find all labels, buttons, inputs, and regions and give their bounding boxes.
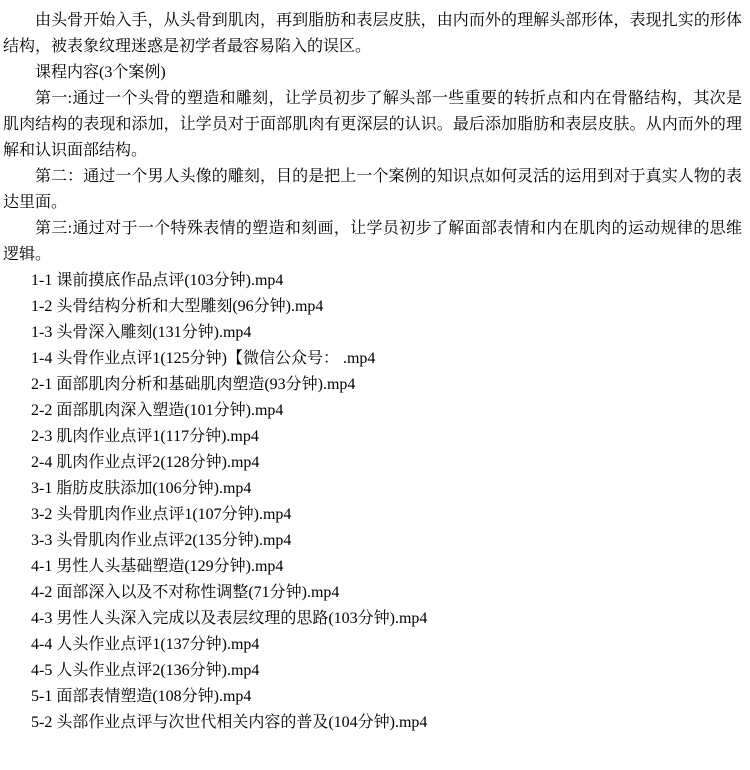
video-file-item: 4-4 人头作业点评1(137分钟).mp4 (31, 636, 260, 653)
case-2-paragraph: 第二：通过一个男人头像的雕刻，目的是把上一个案例的知识点如何灵活的运用到对于真实人物的表达里面。 (3, 168, 742, 211)
video-file-item: 2-1 面部肌肉分析和基础肌肉塑造(93分钟).mp4 (31, 376, 356, 393)
video-file-list (3, 268, 742, 736)
video-file-item: 4-2 面部深入以及不对称性调整(71分钟).mp4 (31, 584, 340, 601)
video-file-item: 2-2 面部肌肉深入塑造(101分钟).mp4 (31, 402, 284, 419)
video-file-item: 2-4 肌肉作业点评2(128分钟).mp4 (31, 454, 260, 471)
video-file-item: 1-1 课前摸底作品点评(103分钟).mp4 (31, 272, 284, 289)
video-file-item: 5-2 头部作业点评与次世代相关内容的普及(104分钟).mp4 (31, 714, 428, 731)
video-file-item: 3-2 头骨肌肉作业点评1(107分钟).mp4 (31, 506, 292, 523)
intro-paragraph: 由头骨开始入手，从头骨到肌肉，再到脂肪和表层皮肤，由内而外的理解头部形体，表现扎实的形体结构，被表象纹理迷惑是初学者最容易陷入的误区。 (3, 12, 742, 55)
video-file-item: 5-1 面部表情塑造(108分钟).mp4 (31, 688, 252, 705)
video-file-item: 2-3 肌肉作业点评1(117分钟).mp4 (31, 428, 259, 445)
video-file-item: 4-5 人头作业点评2(136分钟).mp4 (31, 662, 260, 679)
video-file-item: 1-3 头骨深入雕刻(131分钟).mp4 (31, 324, 252, 341)
course-content-heading: 课程内容(3个案例) (35, 64, 166, 81)
video-file-item: 4-3 男性人头深入完成以及表层纹理的思路(103分钟).mp4 (31, 610, 428, 627)
video-file-item: 3-3 头骨肌肉作业点评2(135分钟).mp4 (31, 532, 292, 549)
video-file-item: 3-1 脂肪皮肤添加(106分钟).mp4 (31, 480, 252, 497)
video-file-item: 1-4 头骨作业点评1(125分钟)【微信公众号： .mp4 (31, 350, 376, 367)
video-file-item: 1-2 头骨结构分析和大型雕刻(96分钟).mp4 (31, 298, 324, 315)
case-3-paragraph: 第三:通过对于一个特殊表情的塑造和刻画，让学员初步了解面部表情和内在肌肉的运动规律的思维逻辑。 (3, 220, 742, 263)
case-1-paragraph: 第一:通过一个头骨的塑造和雕刻，让学员初步了解头部一些重要的转折点和内在骨骼结构，其次是肌肉结构的表现和添加，让学员对于面部肌肉有更深层的认识。最后添加脂肪和表层皮肤。从内而外的理解和认识面部结构。 (3, 90, 742, 159)
video-file-item: 4-1 男性人头基础塑造(129分钟).mp4 (31, 558, 284, 575)
